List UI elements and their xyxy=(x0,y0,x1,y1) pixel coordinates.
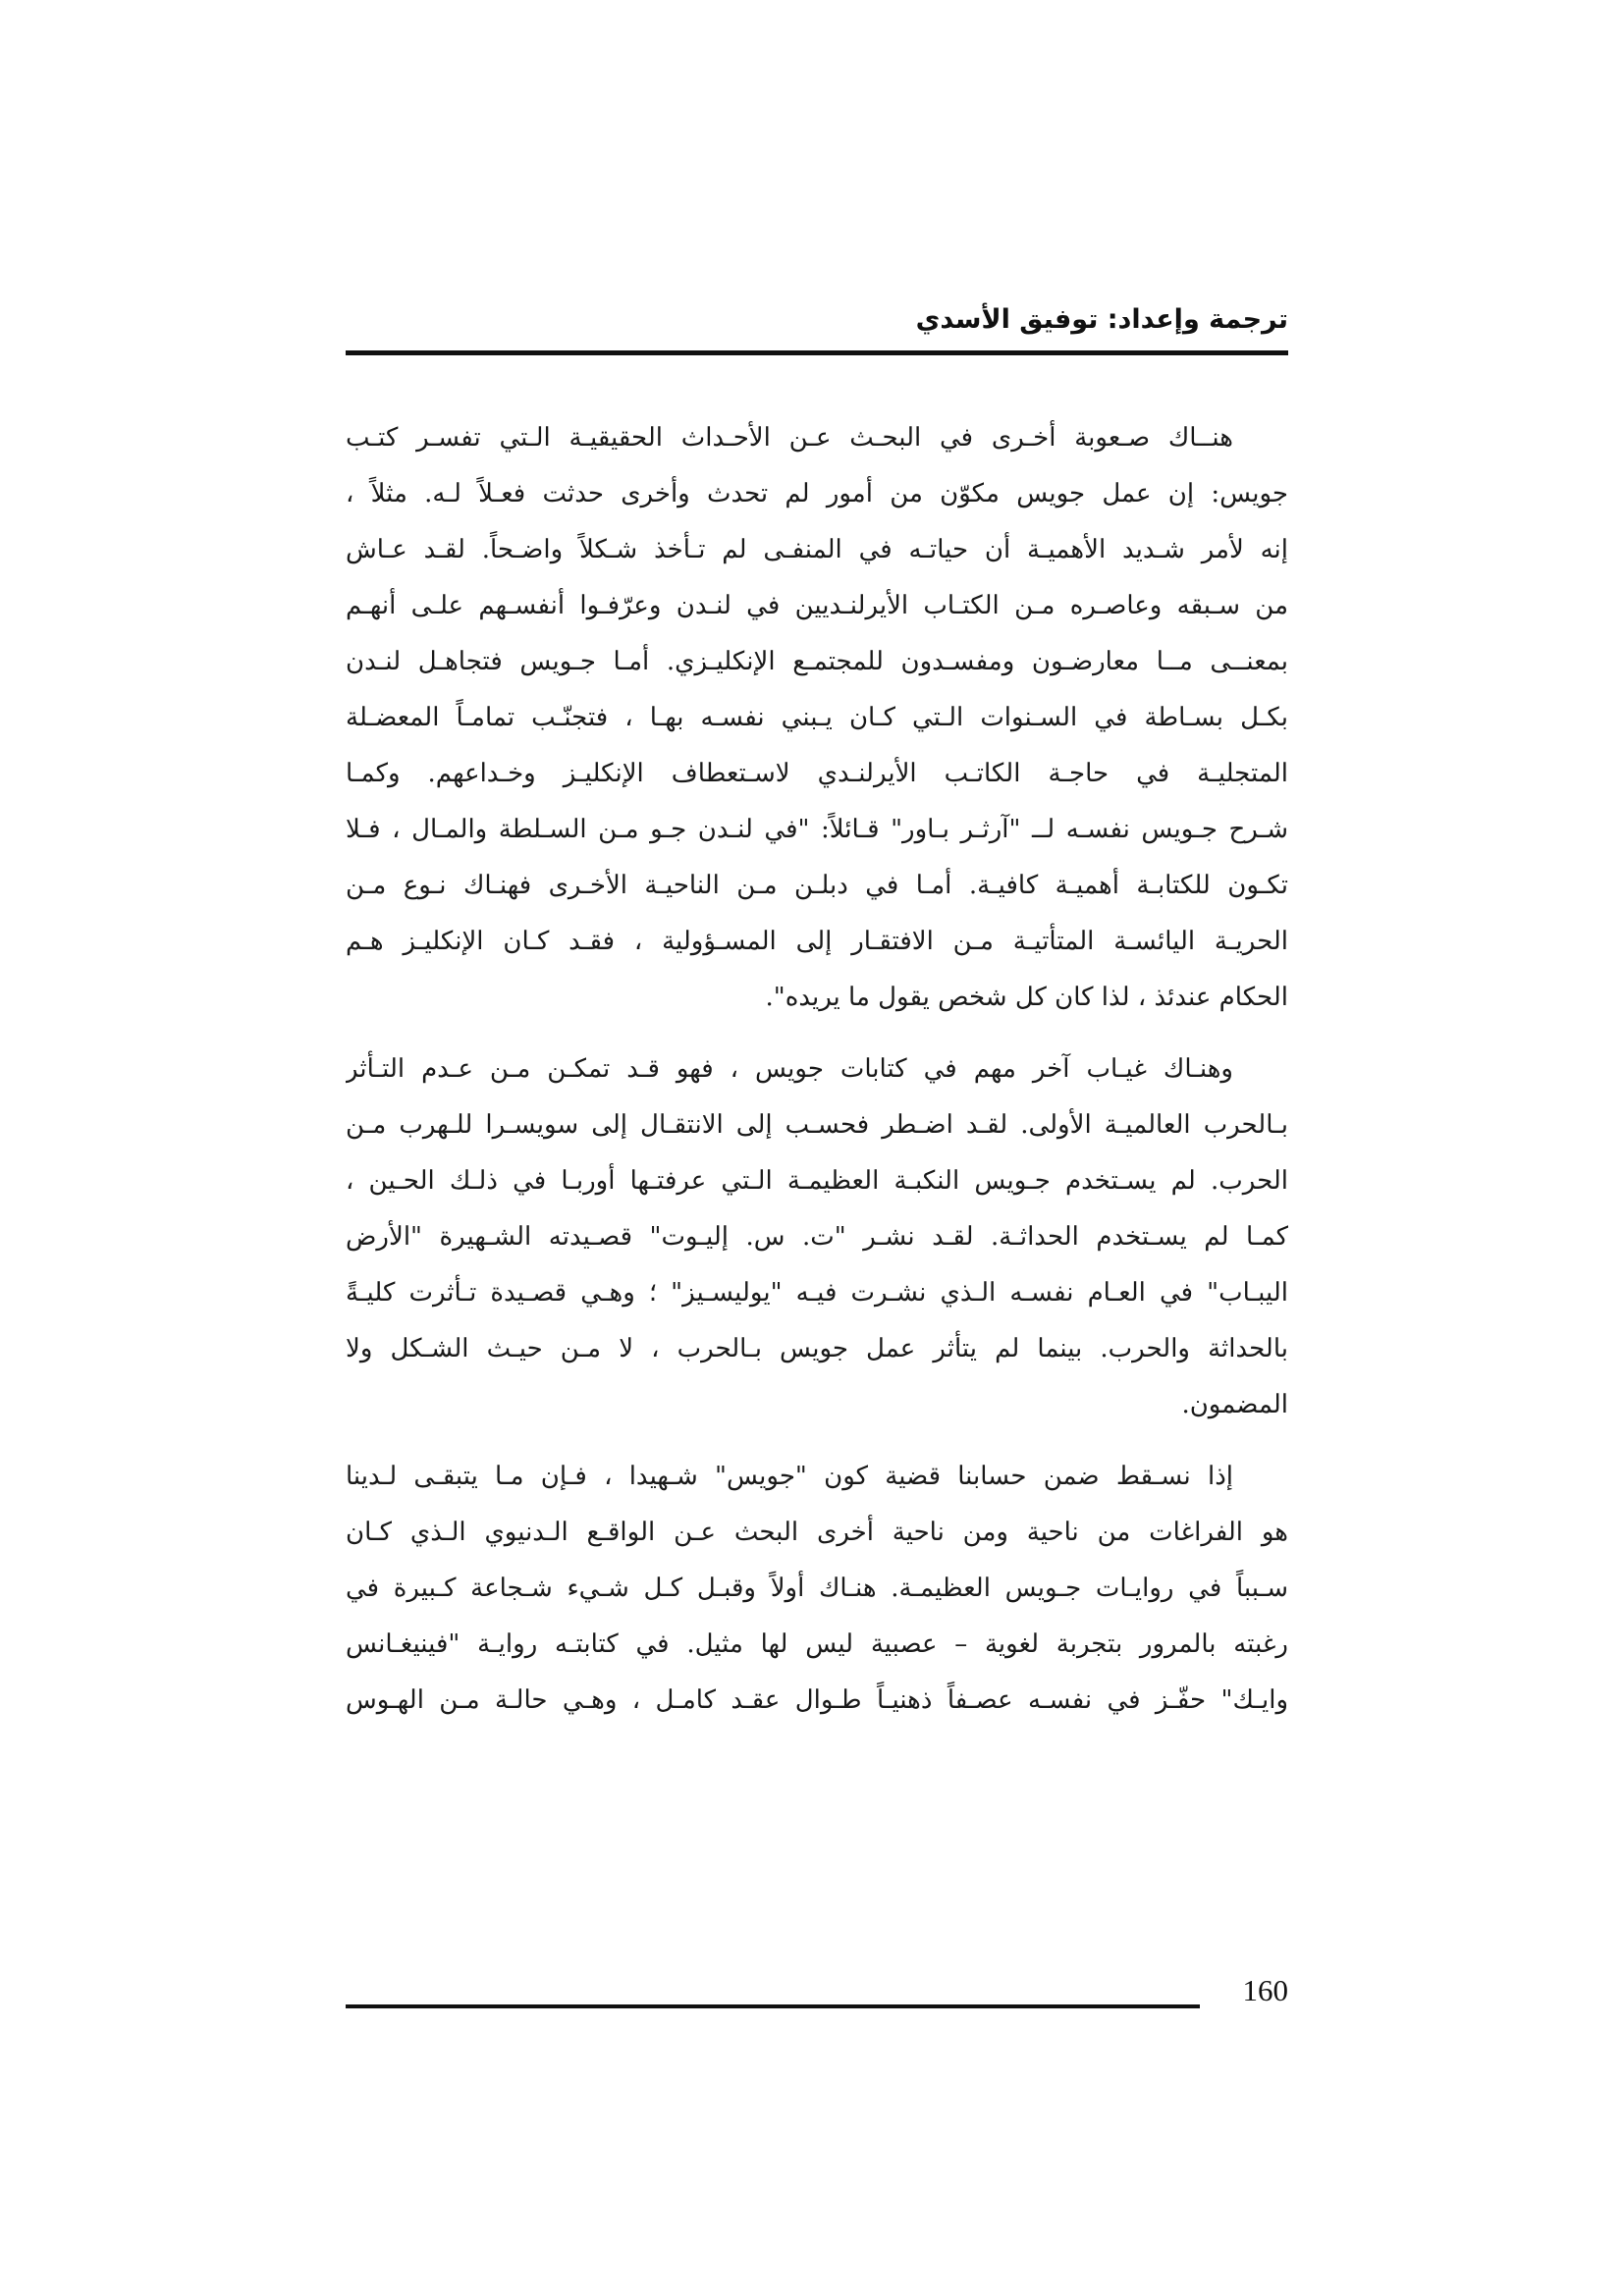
paragraph-line: الحريـة اليائسـة المتأتيـة مـن الافتقـار إلى المسـؤولية ، فقـد كـان الإنكليـز هـم xyxy=(346,927,1288,956)
paragraph-gap xyxy=(346,1026,1288,1041)
paragraph-line: بكـل بسـاطة في السـنوات الـتي كـان يـبني نفسـه بهـا ، فتجنّـب تمامـاً المعضـلة xyxy=(346,703,1288,732)
paragraph-line: كمـا لم يسـتخدم الحداثـة. لقـد نشـر "ت. س. إليـوت" قصـيدته الشـهيرة "الأرض xyxy=(346,1222,1288,1252)
footer-rule xyxy=(346,2004,1200,2008)
paragraph-line: إذا نسـقط ضمن حسابنا قضية كون "جويس" شـهيدا ، فـإن مـا يتبقـى لـدينا xyxy=(346,1462,1233,1491)
paragraph-line: بمعنــى مــا معارضـون ومفسـدون للمجتمـع الإنكليـزي. أمـا جـويس فتجاهـل لنـدن xyxy=(346,647,1288,676)
paragraph-line: وايـك" حفّـز في نفسـه عصـفاً ذهنيـاً طـوال عقـد كامـل ، وهـي حالـة مـن الهـوس xyxy=(346,1685,1288,1715)
paragraph-line: المضمون. xyxy=(1181,1390,1288,1419)
paragraph-line: هنــاك صـعوبة أخـرى في البحـث عـن الأحـداث الحقيقيـة الـتي تفسـر كتـب xyxy=(346,423,1233,453)
paragraph-line: المتجليـة في حاجـة الكاتـب الأيرلنـدي لاسـتعطاف الإنكليـز وخـداعهم. وكمـا xyxy=(346,759,1288,788)
paragraph-line: هو الفراغات من ناحية ومن ناحية أخرى البحث عـن الواقـع الـدنيوي الـذي كـان xyxy=(346,1518,1288,1547)
paragraph-line: من سـبقه وعاصـره مـن الكتـاب الأيرلنـديين في لنـدن وعرّفـوا أنفسـهم علـى أنهـم xyxy=(346,591,1288,620)
paragraph-line: تكـون للكتابـة أهميـة كافيـة. أمـا في دبلـن مـن الناحيـة الأخـرى فهنـاك نـوع مـن xyxy=(346,871,1288,900)
header-rule xyxy=(346,350,1288,355)
paragraph-gap xyxy=(346,1433,1288,1449)
paragraph-line: بالحداثة والحرب. بينما لم يتأثر عمل جويس بـالحرب ، لا مـن حيـث الشـكل ولا xyxy=(346,1334,1288,1363)
page-number: 160 xyxy=(1242,1973,1288,2007)
page-footer xyxy=(346,1973,1288,2022)
paragraph-3 xyxy=(346,1449,1288,1729)
paragraph-line: سـبباً في روايـات جـويس العظيمـة. هنـاك أولاً وقبـل كـل شـيء شـجاعة كـبيرة في xyxy=(346,1574,1288,1603)
paragraph-1 xyxy=(346,410,1288,1026)
paragraph-line: بـالحرب العالميـة الأولى. لقـد اضـطر فحسـب إلى الانتقـال إلى سويسـرا للـهرب مـن xyxy=(346,1110,1288,1140)
paragraph-line: الحرب. لم يسـتخدم جـويس النكبـة العظيمـة الـتي عرفتـها أوربـا في ذلـك الحـين ، xyxy=(346,1166,1288,1196)
paragraph-line: جويس: إن عمل جويس مكوّن من أمور لم تحدث وأخرى حدثت فعـلاً لـه. مثلاً ، xyxy=(346,479,1288,508)
paragraph-line: اليبـاب" في العـام نفسـه الـذي نشـرت فيـه "يوليسـيز" ؛ وهـي قصـيدة تـأثرت كليـةً xyxy=(346,1278,1288,1308)
body-text xyxy=(346,410,1288,1729)
paragraph-2 xyxy=(346,1041,1288,1433)
paragraph-line: الحكام عندئذ ، لذا كان كل شخص يقول ما يريده". xyxy=(765,983,1288,1012)
paragraph-line: وهنـاك غيـاب آخر مهم في كتابات جويس ، فهو قـد تمكـن مـن عـدم التـأثر xyxy=(346,1054,1233,1084)
paragraph-line: إنه لأمر شـديد الأهميـة أن حياتـه في المنفـى لم تـأخذ شـكلاً واضـحاً. لقـد عـاش xyxy=(346,535,1288,564)
paragraph-line: شـرح جـويس نفسـه لــ "آرثـر بـاور" قـائلاً: "في لنـدن جـو مـن السـلطة والمـال ، فـلا xyxy=(346,815,1288,844)
header-title: ترجمة وإعداد: توفيق الأسدي xyxy=(915,304,1288,335)
running-header xyxy=(346,294,1288,355)
paragraph-line: رغبته بالمرور بتجربة لغوية – عصبية ليس لها مثيل. في كتابتـه روايـة "فينيغـانس xyxy=(346,1629,1288,1659)
